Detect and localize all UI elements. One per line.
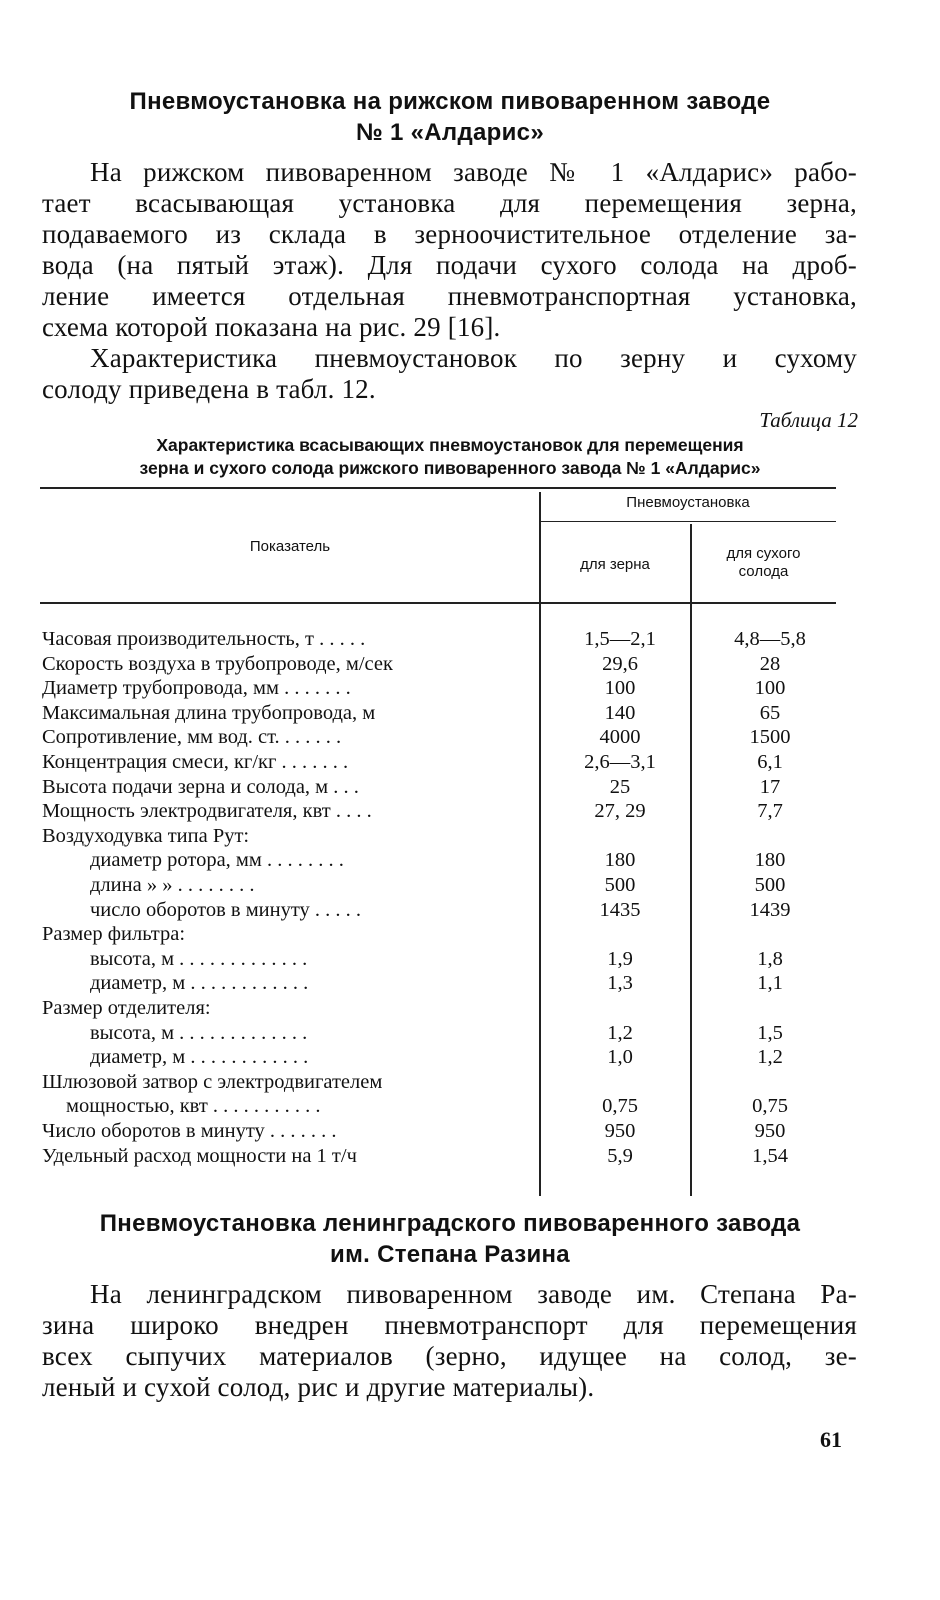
row-label: Высота подачи зерна и солода, м . . . [42,775,359,798]
row-value-grain: 950 [604,1120,636,1142]
table-row [0,947,940,972]
row-value-malt: 1500 [749,726,791,749]
row-label: высота, м . . . . . . . . . . . . . [90,947,308,970]
row-label: Шлюзовой затвор с электродвигателем [42,1070,383,1093]
row-value-malt: 1,2 [757,1046,783,1069]
table-row [0,627,940,652]
section1-title-line: № 1 «Алдарис» [356,119,544,146]
row-label: Максимальная длина трубопровода, м [42,701,376,724]
row-label: Удельный расход мощности на 1 т/ч [42,1144,357,1167]
row-value-grain: 25 [609,775,631,798]
row-value-grain: 29,6 [602,652,638,675]
row-label: Концентрация смеси, кг/кг . . . . . . . [42,751,349,773]
table-header-grain: для зерна [580,556,650,573]
table-group-rule [540,521,836,522]
row-value-malt: 950 [754,1120,786,1142]
table-row [0,1094,940,1119]
table-top-rule [40,487,836,489]
table-title [40,434,860,480]
table-row [0,652,940,677]
row-value-grain: 0,75 [602,1095,638,1118]
table-row [0,750,940,775]
table-row [0,725,940,750]
row-value-grain: 1,2 [607,1021,633,1044]
table-row [0,971,940,996]
section2-title-line: им. Степана Разина [330,1241,570,1268]
row-value-grain: 1,3 [607,972,633,995]
section1-title [40,86,860,148]
row-value-malt: 1,54 [752,1144,788,1167]
section1-paragraph-1 [42,157,857,343]
table-row [0,676,940,701]
row-value-malt: 17 [759,775,781,798]
table-row [0,1144,940,1169]
row-value-malt: 28 [759,652,781,675]
row-value-grain: 2,6—3,1 [584,751,656,773]
section2-paragraph [42,1279,857,1403]
text-line: На рижском пивоваренном заводе № 1 «Алдарис» рабо- [90,157,857,187]
row-value-grain: 100 [604,677,636,700]
table-row [0,898,940,923]
row-label: Сопротивление, мм вод. ст. . . . . . . [42,726,342,749]
table-title-line: зерна и сухого солода рижского пивоваренного завода № 1 «Алдарис» [139,458,761,478]
row-value-grain: 180 [604,849,636,872]
text-line: схема которой показана на рис. 29 [16]. [42,312,501,342]
row-value-grain: 27, 29 [594,800,646,823]
row-label: диаметр ротора, мм . . . . . . . . [90,849,344,872]
table-header-malt-line: солода [738,563,789,580]
row-value-malt: 6,1 [757,751,783,773]
row-value-malt: 4,8—5,8 [734,628,806,650]
row-value-malt: 1,8 [757,947,783,970]
section2-title [40,1208,860,1270]
text-line: тает всасывающая установка для перемещения зерна, [42,188,857,218]
text-line: вода (на пятый этаж). Для подачи сухого солода на дроб- [42,250,857,280]
table-row [0,873,940,898]
row-label: Часовая производительность, т . . . . . [42,628,366,650]
table-title-line: Характеристика всасывающих пневмоустановок для перемещения [156,435,744,455]
table-row [0,996,940,1021]
row-label: мощностью, квт . . . . . . . . . . . [66,1095,321,1118]
row-label: диаметр, м . . . . . . . . . . . . [90,972,309,995]
table-row [0,1045,940,1070]
row-value-malt: 1,5 [757,1021,783,1044]
table-row [0,922,940,947]
section2-title-line: Пневмоустановка ленинградского пивоваренного завода [99,1210,801,1237]
table-header-rule [40,602,836,604]
row-value-grain: 1435 [599,898,641,921]
row-value-grain: 500 [604,874,636,896]
row-label: высота, м . . . . . . . . . . . . . [90,1021,308,1044]
row-value-grain: 140 [604,701,636,724]
row-label: Число оборотов в минуту . . . . . . . [42,1120,337,1142]
row-label: Диаметр трубопровода, мм . . . . . . . [42,677,351,700]
row-value-malt: 180 [754,849,786,872]
row-value-grain: 1,5—2,1 [584,628,656,650]
row-value-malt: 0,75 [752,1095,788,1118]
table-row [0,775,940,800]
table-row [0,848,940,873]
row-value-grain: 4000 [599,726,641,749]
table-header-malt [691,545,836,581]
table-row [0,824,940,849]
table-row [0,1119,940,1144]
text-line: солоду приведена в табл. 12. [42,374,376,404]
section1-title-line: Пневмоустановка на рижском пивоваренном заводе [129,88,771,115]
row-value-grain: 1,0 [607,1046,633,1069]
text-line: Характеристика пневмоустановок по зерну и сухому [90,343,857,373]
row-value-malt: 1439 [749,898,791,921]
row-value-malt: 65 [759,701,781,724]
text-line: подаваемого из склада в зерноочистительное отделение за- [42,219,857,249]
table-number: Таблица 12 [759,408,858,432]
table-row [0,701,940,726]
page-number: 61 [820,1427,842,1452]
row-value-grain: 5,9 [607,1144,633,1167]
row-label: Размер отделителя: [42,997,211,1019]
row-value-malt: 100 [754,677,786,700]
text-line: зина широко внедрен пневмотранспорт для перемещения [42,1310,857,1340]
table-header-indicator: Показатель [249,538,331,555]
row-label: Воздуходувка типа Рут: [42,824,250,847]
row-label: диаметр, м . . . . . . . . . . . . [90,1046,309,1069]
section1-paragraph-2 [42,343,857,405]
text-line: всех сыпучих материалов (зерно, идущее на солод, зе- [42,1341,857,1371]
row-value-malt: 1,1 [757,972,783,995]
row-label: Скорость воздуха в трубопроводе, м/сек [42,652,393,675]
text-line: леный и сухой солод, рис и другие материалы). [42,1372,595,1402]
row-label: длина » » . . . . . . . . [90,874,255,896]
table-row [0,1021,940,1046]
text-line: ление имеется отдельная пневмотранспортная установка, [42,281,857,311]
table-row [0,799,940,824]
table-row [0,1070,940,1095]
row-label: число оборотов в минуту . . . . . [90,898,362,921]
row-label: Мощность электродвигателя, квт . . . . [42,800,372,823]
row-value-malt: 500 [754,874,786,896]
row-label: Размер фильтра: [42,923,186,946]
row-value-malt: 7,7 [757,800,783,823]
row-value-grain: 1,9 [607,947,633,970]
table-header-malt-line: для сухого [726,545,801,562]
text-line: На ленинградском пивоваренном заводе им. Степана Ра- [90,1279,857,1309]
table-header-group: Пневмоустановка [626,494,750,511]
